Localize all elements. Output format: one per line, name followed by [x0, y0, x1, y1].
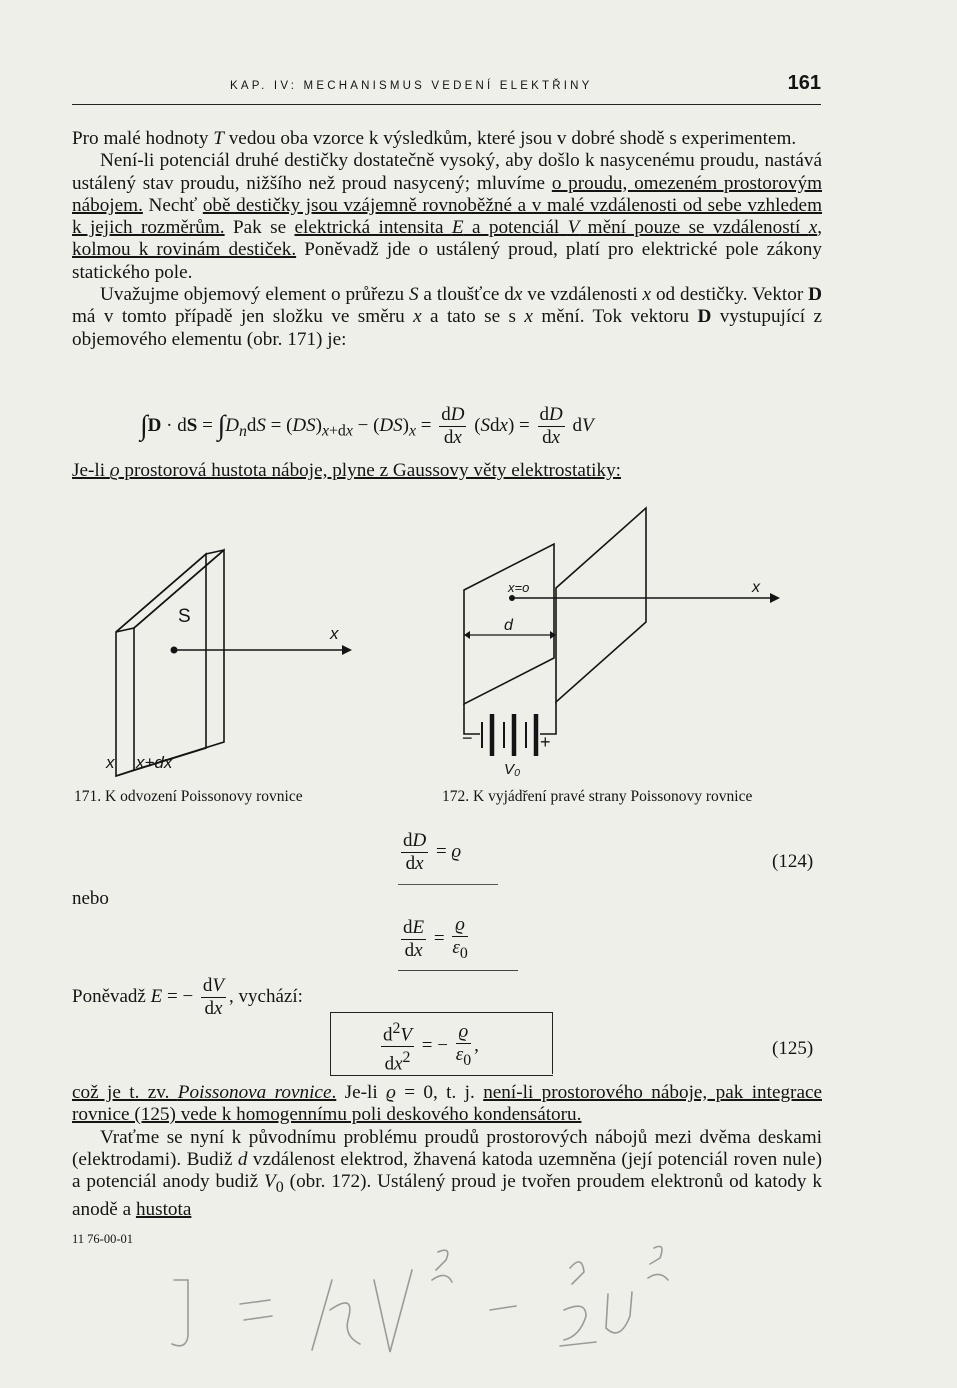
body-text-top — [72, 128, 822, 351]
figure-171-caption: 171. K odvození Poissonovy rovnice — [74, 788, 303, 805]
paragraph-6: Vraťme se nyní k původnímu problému proudů prostorových nábojů mezi dvěma deskami (elektrodami). Budiž d vzdálenost elektrod, žhavená katoda uzemněna (její potenciál roven nule) a potenciál anody budiž $V_0$ (obr. 172). Ustálený proud je tvořen proudem elektronů od katody k anodě a hustota — [72, 1126, 823, 1221]
page-number: 161 — [787, 72, 821, 94]
figure-171 — [90, 540, 370, 785]
body-text-gauss — [72, 460, 822, 482]
fig171-label-x: x — [106, 753, 115, 772]
ponevadz-line: Poněvadž E = − $\frac{dV}{dx}$ , vychází: — [72, 975, 303, 1019]
equation-divider-2 — [398, 970, 518, 971]
equation-125-box-right — [552, 1012, 553, 1074]
body-text-bottom — [72, 1082, 822, 1222]
paragraph-1: Pro malé hodnoty T vedou oba vzorce k výsledkům, které jsou v dobré shodě s experimentem. — [72, 128, 797, 149]
equation-124: $\frac{dD}{dx}$ = ϱ — [403, 830, 462, 874]
equation-124b: $\frac{dE}{dx}$ = $\frac{ϱ}{\varepsilon_0}$ — [403, 914, 468, 962]
equation-divider — [398, 884, 498, 885]
handwritten-note — [160, 1240, 720, 1365]
paragraph-3: Uvažujme objemový element o průřezu S a tloušťce dx ve vzdálenosti x od destičky. Vektor D má v tomto případě jen složku ve směru x a tato se s x mění. Tok vektoru D vystupující z objemového elementu (obr. 171) je: — [72, 284, 822, 350]
printer-signature: 11 76-00-01 — [72, 1232, 133, 1246]
fig171-label-xdx: x+dx — [136, 753, 173, 772]
paragraph-2: Není-li potenciál druhé destičky dostatečně vysoký, aby došlo k nasycenému proudu, nastává ustálený stav proudu, nižšího než proud nasycený; mluvíme o proudu, omezeném prostorovým nábojem. Nechť obě destičky jsou vzájemně rovnoběžné a v malé vzdálenosti od sebe vzhledem k jejich rozměrům. Pak se elektrická intensita E a potenciál V mění pouze se vzdáleností x, kolmou k rovinám destiček. Poněvadž jde o ustálený proud, platí pro elektrické pole zákony statického pole. — [72, 150, 823, 283]
equation-124-number: (124) — [772, 851, 814, 872]
equation-125-number: (125) — [772, 1038, 814, 1059]
fig172-label-x-axis: x — [752, 579, 760, 596]
fig172-label-d: d — [504, 617, 513, 634]
fig171-label-x-axis: x — [330, 624, 339, 643]
figure-172-caption: 172. K vyjádření pravé strany Poissonovy rovnice — [442, 788, 753, 805]
fig172-label-plus: + — [540, 732, 551, 752]
fig172-label-x0: x=o — [508, 580, 530, 595]
running-header — [72, 72, 821, 105]
figure-172 — [440, 500, 800, 790]
chapter-title: KAP. IV: MECHANISMUS VEDENÍ ELEKTŘINY — [230, 80, 593, 92]
flux-equation: ∫D · dS = $\int D_ndS = (DS)_{x+dx} - (DS)_x$ = $\frac{dD}{dx}$ (Sdx) = $\frac{dD}{dx}$ dV — [140, 404, 594, 448]
fig172-label-v0: V₀ — [504, 761, 521, 778]
paragraph-4: Je-li ϱ prostorová hustota náboje, plyne z Gaussovy věty elektrostatiky: — [72, 460, 622, 481]
fig171-label-s: S — [178, 606, 191, 627]
fig172-label-minus: − — [462, 728, 473, 748]
nebo-word: nebo — [72, 888, 109, 909]
equation-125: $\frac{d^2V}{dx^2}$ = − $\frac{ϱ}{\varepsilon_0}$ , — [383, 1020, 479, 1075]
paragraph-5: což je t. zv. Poissonova rovnice. Je-li ϱ = 0, t. j. není-li prostorového náboje, pak integrace rovnice (125) vede k homogennímu poli deskového kondensátoru. — [72, 1082, 822, 1126]
